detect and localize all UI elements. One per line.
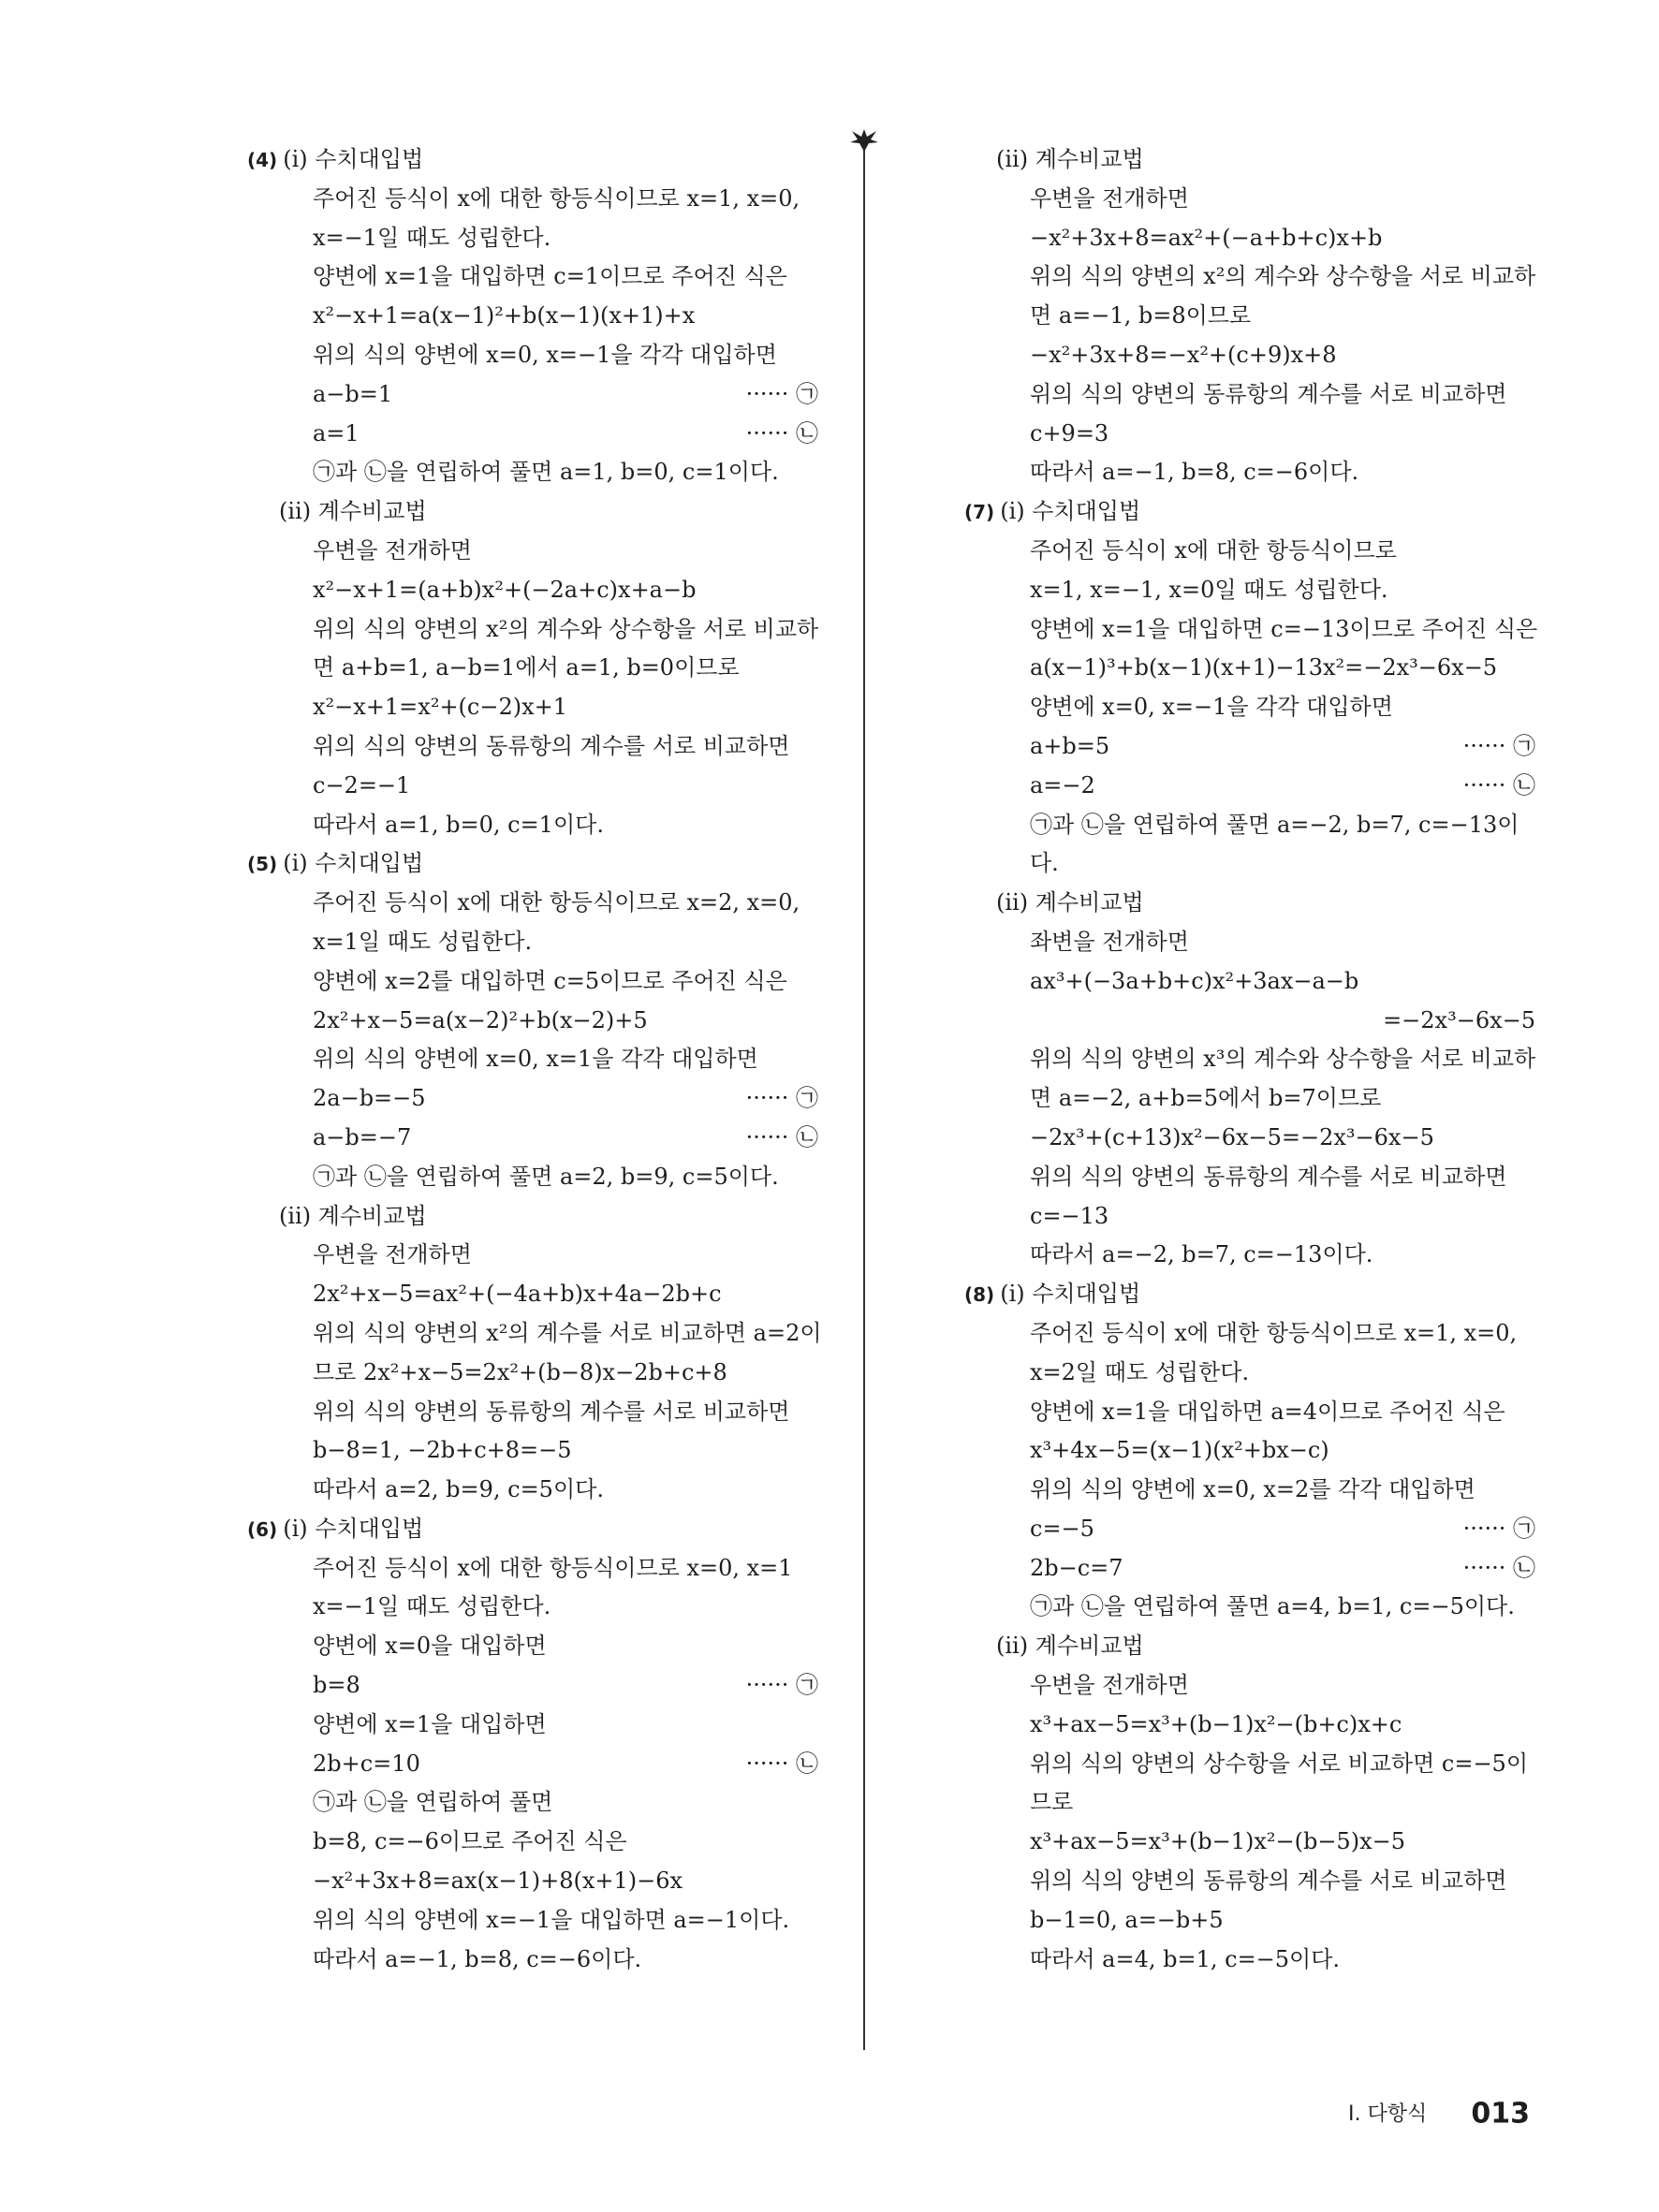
line-text: x=1, x=−1, x=0일 때도 성립한다. — [1030, 576, 1388, 603]
line-text: 따라서 a=−2, b=7, c=−13이다. — [1030, 1241, 1373, 1268]
left-column — [247, 140, 822, 1979]
solution-line — [964, 257, 1535, 297]
equation-marker: ······ ㉠ — [1462, 1515, 1535, 1542]
equation-marker: ······ ㉡ — [745, 1750, 818, 1777]
line-text: a=−2 — [1030, 771, 1095, 798]
solution-line — [964, 727, 1535, 767]
solution-line — [964, 1393, 1535, 1432]
right-column — [964, 140, 1538, 1979]
solution-line — [247, 1354, 818, 1393]
solution-line — [964, 1666, 1535, 1706]
solution-line — [964, 1549, 1535, 1589]
line-text: a=1 — [313, 419, 360, 447]
line-text: (ⅱ) 계수비교법 — [279, 1202, 427, 1229]
solution-line — [964, 962, 1535, 1002]
solution-line — [247, 1627, 818, 1666]
line-text: (ⅱ) 계수비교법 — [996, 146, 1144, 172]
solution-line — [247, 1783, 818, 1823]
problem-heading — [247, 844, 818, 884]
line-text: 위의 식의 양변에 x=0, x=−1을 각각 대입하면 — [313, 341, 777, 368]
column-divider — [863, 140, 865, 2050]
solution-line — [964, 1471, 1535, 1510]
line-text: 므로 — [1030, 1789, 1074, 1816]
line-text: 면 a+b=1, a−b=1에서 a=1, b=0이므로 — [313, 654, 740, 681]
solution-line — [247, 1549, 818, 1589]
page-number: 013 — [1471, 2097, 1530, 2131]
line-text: 주어진 등식이 x에 대한 항등식이므로 x=2, x=0, — [313, 889, 800, 916]
line-text: (ⅰ) 수치대입법 — [283, 1515, 424, 1542]
solution-line — [247, 257, 818, 297]
solution-line — [247, 453, 818, 492]
solution-line — [964, 1706, 1535, 1745]
equation-marker: ······ ㉠ — [745, 1672, 818, 1699]
line-text: 주어진 등식이 x에 대한 항등식이므로 — [1030, 536, 1397, 564]
solution-line — [247, 297, 818, 336]
line-text: a−b=1 — [313, 380, 393, 407]
line-text: c+9=3 — [1030, 419, 1109, 447]
solution-line — [247, 571, 818, 610]
solution-line — [247, 1666, 818, 1706]
line-text: a+b=5 — [1030, 732, 1110, 759]
solution-line — [247, 219, 818, 258]
line-text: x²−x+1=(a+b)x²+(−2a+c)x+a−b — [313, 576, 697, 603]
line-text: 2x²+x−5=a(x−2)²+b(x−2)+5 — [313, 1006, 648, 1033]
line-text: 2b+c=10 — [313, 1750, 420, 1777]
method-heading — [247, 492, 818, 532]
line-text: 양변에 x=0을 대입하면 — [313, 1633, 547, 1660]
line-text: 다. — [1030, 850, 1059, 877]
line-text: x=1일 때도 성립한다. — [313, 928, 533, 955]
problem-number: (5) — [247, 853, 278, 876]
solution-line — [964, 297, 1535, 336]
line-text: 2b−c=7 — [1030, 1554, 1123, 1581]
solution-line — [964, 1901, 1535, 1941]
solution-line — [964, 1941, 1535, 1980]
solution-line — [247, 1588, 818, 1627]
solution-line — [964, 688, 1535, 727]
line-text: 위의 식의 양변의 x³의 계수와 상수항을 서로 비교하 — [1030, 1046, 1536, 1073]
solution-line — [964, 1314, 1535, 1354]
solution-line — [247, 1314, 822, 1354]
line-text: 2x²+x−5=ax²+(−4a+b)x+4a−2b+c — [313, 1281, 722, 1308]
line-text: 따라서 a=2, b=9, c=5이다. — [313, 1476, 604, 1503]
line-text: (ⅰ) 수치대입법 — [283, 146, 424, 172]
divider-ornament-icon — [848, 127, 880, 154]
solution-line — [964, 1079, 1535, 1119]
line-text: −x²+3x+8=−x²+(c+9)x+8 — [1030, 341, 1337, 368]
solution-line — [964, 336, 1535, 375]
line-text: (ⅱ) 계수비교법 — [996, 889, 1144, 916]
line-text: ㉠과 ㉡을 연립하여 풀면 a=1, b=0, c=1이다. — [313, 459, 779, 486]
problem-heading — [964, 1275, 1535, 1314]
line-text: 위의 식의 양변의 x²의 계수와 상수항을 서로 비교하 — [1030, 263, 1536, 290]
line-text: 주어진 등식이 x에 대한 항등식이므로 x=1, x=0, — [1030, 1319, 1518, 1346]
line-text: a(x−1)³+b(x−1)(x+1)−13x²=−2x³−6x−5 — [1030, 654, 1498, 681]
solution-line — [247, 1745, 818, 1784]
method-heading — [964, 884, 1535, 923]
line-text: 위의 식의 양변의 x²의 계수와 상수항을 서로 비교하 — [313, 615, 819, 642]
solution-line — [247, 806, 818, 845]
line-text: 위의 식의 양변의 상수항을 서로 비교하면 c=−5이 — [1030, 1750, 1529, 1777]
line-text: 양변에 x=1을 대입하면 c=−13이므로 주어진 식은 — [1030, 615, 1538, 642]
solution-line — [247, 767, 818, 806]
solution-line — [247, 1079, 818, 1119]
problem-heading — [247, 140, 818, 180]
solution-line — [964, 1783, 1535, 1823]
line-text: 위의 식의 양변의 동류항의 계수를 서로 비교하면 — [313, 732, 790, 759]
solution-line — [247, 1040, 818, 1079]
page-footer — [1348, 2093, 1530, 2134]
chapter-label: Ⅰ. 다항식 — [1348, 2102, 1428, 2126]
solution-line — [964, 1236, 1535, 1275]
line-text: (ⅰ) 수치대입법 — [1000, 498, 1141, 525]
solution-line — [247, 532, 818, 571]
solution-line — [964, 571, 1535, 610]
problem-heading — [247, 1510, 818, 1549]
equation-marker: ······ ㉡ — [745, 419, 818, 447]
solution-line — [247, 727, 818, 767]
line-text: (ⅱ) 계수비교법 — [279, 498, 427, 525]
line-text: x³+ax−5=x³+(b−1)x²−(b−5)x−5 — [1030, 1828, 1405, 1855]
line-text: ㉠과 ㉡을 연립하여 풀면 — [313, 1789, 553, 1816]
line-text: b−8=1, −2b+c+8=−5 — [313, 1437, 572, 1464]
equation-marker: ······ ㉡ — [1462, 771, 1535, 798]
line-text: 면 a=−1, b=8이므로 — [1030, 302, 1252, 330]
method-heading — [964, 140, 1535, 180]
line-text: b=8, c=−6이므로 주어진 식은 — [313, 1828, 627, 1855]
solution-line — [964, 1002, 1535, 1041]
solution-line — [964, 806, 1535, 845]
solution-line — [964, 1197, 1535, 1237]
solution-line — [247, 1823, 818, 1862]
method-heading — [964, 1627, 1535, 1666]
solution-line — [964, 844, 1535, 884]
line-text: 우변을 전개하면 — [1030, 184, 1189, 212]
solution-line — [964, 1823, 1535, 1862]
line-text: 위의 식의 양변의 동류항의 계수를 서로 비교하면 — [1030, 1868, 1507, 1895]
solution-line — [964, 1431, 1535, 1471]
line-text: ㉠과 ㉡을 연립하여 풀면 a=4, b=1, c=−5이다. — [1030, 1593, 1515, 1620]
solution-line — [247, 1901, 818, 1941]
line-text: 위의 식의 양변의 동류항의 계수를 서로 비교하면 — [1030, 1163, 1507, 1190]
line-text: 양변에 x=2를 대입하면 c=5이므로 주어진 식은 — [313, 967, 787, 994]
solution-line — [964, 1158, 1535, 1197]
line-text: 따라서 a=1, b=0, c=1이다. — [313, 811, 604, 838]
line-text: −2x³+(c+13)x²−6x−5=−2x³−6x−5 — [1030, 1123, 1434, 1150]
line-text: c=−5 — [1030, 1515, 1094, 1542]
line-text: 따라서 a=−1, b=8, c=−6이다. — [313, 1945, 642, 1972]
line-text: a−b=−7 — [313, 1123, 412, 1150]
line-text: 위의 식의 양변의 동류항의 계수를 서로 비교하면 — [313, 1398, 790, 1425]
line-text: ax³+(−3a+b+c)x²+3ax−a−b — [1030, 967, 1359, 994]
line-text: ㉠과 ㉡을 연립하여 풀면 a=2, b=9, c=5이다. — [313, 1163, 779, 1190]
solution-line — [247, 1393, 818, 1432]
solution-line — [964, 1745, 1535, 1784]
solution-line — [247, 415, 818, 454]
solution-line — [247, 923, 818, 962]
line-text: 2a−b=−5 — [313, 1085, 426, 1112]
line-text: (ⅰ) 수치대입법 — [1000, 1281, 1141, 1308]
solution-line — [964, 415, 1535, 454]
line-text: 우변을 전개하면 — [313, 536, 472, 564]
solution-line — [964, 375, 1535, 415]
line-text: 양변에 x=0, x=−1을 각각 대입하면 — [1030, 694, 1393, 721]
line-text: b−1=0, a=−b+5 — [1030, 1906, 1224, 1933]
line-text: −x²+3x+8=ax(x−1)+8(x+1)−6x — [313, 1868, 683, 1895]
line-text: 우변을 전개하면 — [313, 1241, 472, 1268]
line-text: 위의 식의 양변의 동류항의 계수를 서로 비교하면 — [1030, 380, 1507, 407]
solution-line — [964, 610, 1538, 650]
solution-line — [964, 1354, 1535, 1393]
solution-line — [247, 180, 818, 219]
equation-marker: ······ ㉡ — [745, 1123, 818, 1150]
solution-line — [964, 219, 1535, 258]
line-text: x=2일 때도 성립한다. — [1030, 1358, 1250, 1385]
solution-line — [247, 688, 818, 727]
solution-line — [964, 453, 1535, 492]
line-text: 양변에 x=1을 대입하면 c=1이므로 주어진 식은 — [313, 263, 787, 290]
line-text: x²−x+1=a(x−1)²+b(x−1)(x+1)+x — [313, 302, 696, 330]
line-text: 위의 식의 양변에 x=0, x=2를 각각 대입하면 — [1030, 1476, 1475, 1503]
line-text: x=−1일 때도 성립한다. — [313, 224, 551, 251]
solution-line — [964, 1862, 1535, 1901]
equation-marker: ······ ㉠ — [1462, 732, 1535, 759]
line-text: ㉠과 ㉡을 연립하여 풀면 a=−2, b=7, c=−13이 — [1030, 811, 1520, 838]
solution-line — [247, 649, 818, 688]
line-text: x³+ax−5=x³+(b−1)x²−(b+c)x+c — [1030, 1710, 1402, 1737]
solution-line — [247, 884, 818, 923]
method-heading — [247, 1197, 818, 1237]
equation-marker: ······ ㉡ — [1462, 1554, 1535, 1581]
solution-line — [964, 1510, 1535, 1549]
line-text: −x²+3x+8=ax²+(−a+b+c)x+b — [1030, 224, 1383, 251]
line-text: 위의 식의 양변에 x=−1을 대입하면 a=−1이다. — [313, 1906, 790, 1933]
solution-line — [247, 1236, 818, 1275]
solution-line — [247, 610, 818, 650]
problem-number: (7) — [964, 501, 995, 524]
solution-line — [247, 1158, 818, 1197]
solution-line — [964, 767, 1535, 806]
line-text: (ⅰ) 수치대입법 — [283, 850, 424, 877]
line-text: c=−13 — [1030, 1202, 1109, 1229]
line-text: x³+4x−5=(x−1)(x²+bx−c) — [1030, 1437, 1329, 1464]
solution-line — [964, 532, 1535, 571]
line-text: 양변에 x=1을 대입하면 a=4이므로 주어진 식은 — [1030, 1398, 1505, 1425]
line-text: =−2x³−6x−5 — [1383, 1006, 1535, 1033]
line-text: 주어진 등식이 x에 대한 항등식이므로 x=1, x=0, — [313, 184, 800, 212]
line-text: x=−1일 때도 성립한다. — [313, 1593, 551, 1620]
equation-marker: ······ ㉠ — [745, 380, 818, 407]
line-text: 양변에 x=1을 대입하면 — [313, 1710, 547, 1737]
line-text: x²−x+1=x²+(c−2)x+1 — [313, 694, 568, 721]
solution-line — [964, 649, 1535, 688]
line-text: c−2=−1 — [313, 771, 411, 798]
line-text: b=8 — [313, 1672, 360, 1699]
line-text: 므로 2x²+x−5=2x²+(b−8)x−2b+c+8 — [313, 1358, 727, 1385]
line-text: 면 a=−2, a+b=5에서 b=7이므로 — [1030, 1085, 1382, 1112]
solution-line — [964, 1040, 1535, 1079]
solution-line — [247, 1431, 818, 1471]
solution-line — [964, 180, 1535, 219]
solution-line — [247, 1119, 818, 1158]
problem-number: (8) — [964, 1283, 995, 1307]
line-text: 우변을 전개하면 — [1030, 1672, 1189, 1699]
solution-line — [247, 336, 818, 375]
line-text: 위의 식의 양변의 x²의 계수를 서로 비교하면 a=2이 — [313, 1319, 822, 1346]
solution-line — [247, 1275, 818, 1314]
line-text: 주어진 등식이 x에 대한 항등식이므로 x=0, x=1 — [313, 1554, 793, 1581]
solution-line — [247, 962, 818, 1002]
solution-line — [247, 1002, 818, 1041]
problem-heading — [964, 492, 1535, 532]
solution-line — [964, 1588, 1535, 1627]
solution-line — [247, 375, 818, 415]
line-text: 위의 식의 양변에 x=0, x=1을 각각 대입하면 — [313, 1046, 758, 1073]
solution-line — [247, 1941, 818, 1980]
problem-number: (6) — [247, 1517, 278, 1541]
line-text: 따라서 a=−1, b=8, c=−6이다. — [1030, 459, 1359, 486]
solution-line — [247, 1706, 818, 1745]
problem-number: (4) — [247, 149, 278, 171]
solution-line — [964, 1119, 1535, 1158]
line-text: (ⅱ) 계수비교법 — [996, 1633, 1144, 1660]
equation-marker: ······ ㉠ — [745, 1085, 818, 1112]
line-text: 좌변을 전개하면 — [1030, 928, 1189, 955]
solution-line — [964, 923, 1535, 962]
line-text: 따라서 a=4, b=1, c=−5이다. — [1030, 1945, 1341, 1972]
solution-line — [247, 1862, 818, 1901]
solution-line — [247, 1471, 818, 1510]
